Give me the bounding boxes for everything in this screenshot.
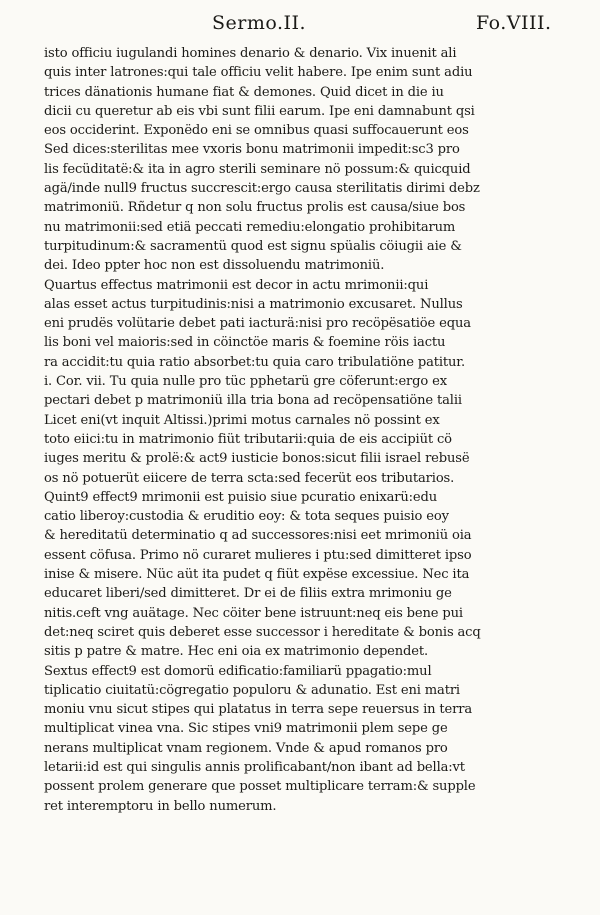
text-line: dei. Ideo ppter hoc non est dissoluendu matrimoniü. (44, 258, 385, 274)
text-line: educaret liberi/sed dimitteret. Dr ei de filiis extra mrimoniu ge (44, 586, 452, 602)
text-line: inise & misere. Nüc aüt ita pudet q fiüt expëse excessiue. Nec ita (44, 567, 470, 583)
text-line: os nö potuerüt eiicere de terra scta:sed fecerüt eos tributarios. (44, 470, 455, 486)
section-title: Sermo.II. (212, 12, 307, 34)
page-margin-bottom (0, 855, 600, 915)
text-line: Sextus effect9 est domorü edificatio:familiarü ppagatio:mul (44, 663, 432, 679)
text-line: ra accidit:tu quia ratio absorbet:tu quia caro tribulatiöne patitur. (44, 354, 465, 370)
text-line: nitis.ceft vng auätage. Nec cöiter bene istruunt:neq eis bene pui (44, 605, 463, 621)
text-line: quis inter latrones:qui tale officiu velit habere. Ipe enim sunt adiu (44, 65, 473, 81)
text-line: essent cöfusa. Primo nö curaret mulieres i ptu:sed dimitteret ipso (44, 547, 472, 563)
text-line: alas esset actus turpitudinis:nisi a matrimonio excusaret. Nullus (44, 296, 463, 312)
text-line: nerans multiplicat vnam regionem. Vnde & apud romanos pro (44, 740, 448, 756)
text-line: & hereditatü determinatio q ad successores:nisi eet mrimoniü oia (44, 528, 472, 544)
running-head (0, 12, 600, 40)
text-line: tiplicatio ciuitatü:cögregatio populoru & adunatio. Est eni matri (44, 682, 460, 698)
body-text (44, 44, 564, 816)
text-line: det:neq sciret quis deberet esse successor i hereditate & bonis acq (44, 624, 481, 640)
text-line: sitis p patre & matre. Hec eni oia ex matrimonio dependet. (44, 644, 429, 660)
text-line: Licet eni(vt inquit Altissi.)primi motus carnales nö possint ex (44, 412, 440, 428)
text-line: nu matrimonii:sed etiä peccati remediu:elongatio prohibitarum (44, 219, 456, 235)
text-line: lis boni vel maioris:sed in cöinctöe maris & foemine röis iactu (44, 335, 446, 351)
text-line: Sed dices:sterilitas mee vxoris bonu matrimonii impedit:sc3 pro (44, 142, 460, 158)
text-line: i. Cor. vii. Tu quia nulle pro tüc pphetarü gre cöferunt:ergo ex (44, 374, 447, 390)
text-line: ret interemptoru in bello numerum. (44, 798, 277, 814)
text-line: catio liberoy:custodia & eruditio eoy: & tota seques puisio eoy (44, 509, 449, 525)
text-line: agä/inde null9 fructus succrescit:ergo causa sterilitatis dirimi debz (44, 181, 480, 197)
text-line: lis fecüditatë:& ita in agro sterili seminare nö possum:& quicquid (44, 161, 471, 177)
text-line: trices dänationis humane fiat & demones. Quid dicet in die iu (44, 84, 444, 100)
text-line: Quint9 effect9 mrimonii est puisio siue pcuratio enixarü:edu (44, 489, 437, 505)
text-line: pectari debet p matrimoniü illa tria bona ad recöpensatiöne talii (44, 393, 462, 409)
text-line: iuges meritu & prolë:& act9 iusticie bonos:sicut filii israel rebusë (44, 451, 470, 467)
text-line: turpitudinum:& sacramentü quod est signu spüalis cöiugii aie & (44, 238, 462, 254)
text-line: dicii cu queretur ab eis vbi sunt filii earum. Ipe eni damnabunt qsi (44, 103, 475, 119)
text-line: isto officiu iugulandi homines denario & denario. Vix inuenit ali (44, 46, 457, 61)
text-line: eos occiderint. Exponëdo eni se omnibus quasi suffocauerunt eos (44, 123, 469, 139)
text-line: matrimoniü. Rñdetur q non solu fructus prolis est causa/siue bos (44, 200, 466, 216)
text-line: possent prolem generare que posset multiplicare terram:& supple (44, 779, 476, 795)
text-line: eni prudës volütarie debet pati iacturä:nisi pro recöpësatiöe equa (44, 316, 471, 332)
folio-number: Fo.VIII. (476, 12, 552, 34)
text-line: multiplicat vinea vna. Sic stipes vni9 matrimonii plem sepe ge (44, 721, 448, 737)
text-line: letarii:id est qui singulis annis prolificabant/non ibant ad bella:vt (44, 759, 465, 775)
text-line: toto eiici:tu in matrimonio fiüt tributarii:quia de eis accipiüt cö (44, 431, 452, 447)
text-line: Quartus effectus matrimonii est decor in actu mrimonii:qui (44, 277, 429, 293)
text-line: moniu vnu sicut stipes qui platatus in terra sepe reuersus in terra (44, 702, 472, 718)
